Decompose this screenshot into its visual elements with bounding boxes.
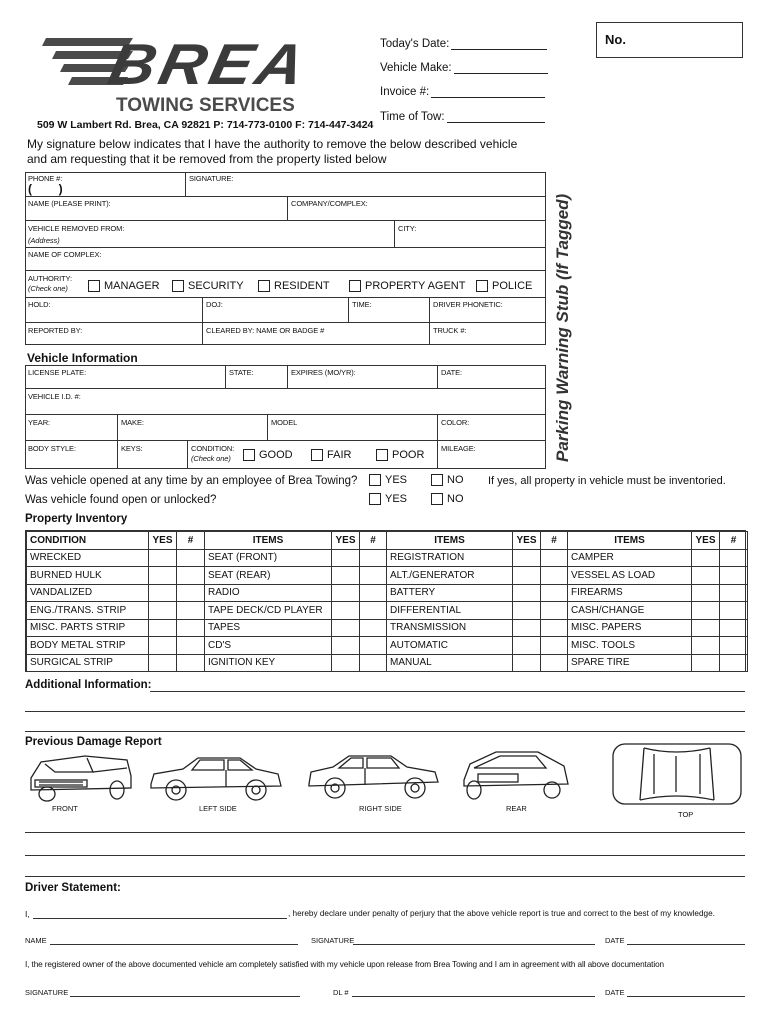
input-cell[interactable] bbox=[149, 602, 177, 620]
option-label: MANAGER bbox=[104, 280, 160, 292]
item-cell: CD'S bbox=[205, 637, 332, 655]
input-cell[interactable] bbox=[177, 637, 205, 655]
input-cell[interactable] bbox=[720, 602, 748, 620]
item-cell: TAPES bbox=[205, 619, 332, 637]
item-cell: AUTOMATIC bbox=[387, 637, 513, 655]
left-side-label: LEFT SIDE bbox=[199, 804, 237, 813]
logo bbox=[38, 30, 338, 100]
input-cell[interactable] bbox=[513, 584, 541, 602]
doj-label: DOJ: bbox=[206, 300, 223, 309]
invoice-field[interactable] bbox=[380, 86, 545, 98]
additional-line-2[interactable] bbox=[25, 711, 745, 712]
header-cell: YES bbox=[513, 532, 541, 550]
input-cell[interactable] bbox=[332, 567, 360, 585]
cleared-by-label: CLEARED BY: NAME OR BADGE # bbox=[206, 326, 325, 335]
owner-date-line[interactable] bbox=[627, 996, 745, 997]
item-cell: ENG./TRANS. STRIP bbox=[27, 602, 149, 620]
option-label: PROPERTY AGENT bbox=[365, 280, 466, 292]
driver-i-label: I, bbox=[25, 909, 30, 919]
item-cell: DIFFERENTIAL bbox=[387, 602, 513, 620]
checkbox[interactable] bbox=[258, 280, 270, 292]
signature-line[interactable] bbox=[353, 944, 595, 945]
header-cell: # bbox=[177, 532, 205, 550]
input-cell[interactable] bbox=[541, 549, 568, 567]
input-cell[interactable] bbox=[177, 584, 205, 602]
inventory-title: Property Inventory bbox=[25, 513, 128, 525]
authority-property-agent-option[interactable] bbox=[349, 280, 465, 292]
driver-name-declare-line[interactable] bbox=[33, 918, 287, 919]
input-cell[interactable] bbox=[332, 602, 360, 620]
checkbox[interactable] bbox=[476, 280, 488, 292]
todays-date-line[interactable] bbox=[451, 38, 547, 50]
item-cell: TAPE DECK/CD PLAYER bbox=[205, 602, 332, 620]
input-cell[interactable] bbox=[149, 584, 177, 602]
vin-label: VEHICLE I.D. #: bbox=[28, 392, 81, 401]
time-of-tow-label: Time of Tow: bbox=[380, 111, 445, 123]
top-label: TOP bbox=[678, 810, 694, 819]
input-cell[interactable] bbox=[692, 654, 720, 672]
header-cell: # bbox=[720, 532, 748, 550]
option-label: FAIR bbox=[327, 449, 352, 461]
checkbox[interactable] bbox=[349, 280, 361, 292]
right-side-label: RIGHT SIDE bbox=[359, 804, 402, 813]
input-cell[interactable] bbox=[177, 619, 205, 637]
table-row bbox=[27, 602, 748, 620]
item-cell: SPARE TIRE bbox=[568, 654, 692, 672]
input-cell[interactable] bbox=[177, 567, 205, 585]
input-cell[interactable] bbox=[720, 654, 748, 672]
car-left-side-diagram[interactable] bbox=[148, 754, 283, 804]
input-cell[interactable] bbox=[360, 602, 387, 620]
condition-label: CONDITION: bbox=[191, 444, 235, 453]
item-cell: TRANSMISSION bbox=[387, 619, 513, 637]
invoice-label: Invoice #: bbox=[380, 86, 430, 98]
option-label: POLICE bbox=[492, 280, 533, 292]
option-label: NO bbox=[447, 474, 464, 486]
checkbox[interactable] bbox=[369, 493, 381, 505]
input-cell[interactable] bbox=[692, 584, 720, 602]
logo-subtitle: TOWING SERVICES bbox=[116, 95, 295, 116]
authority-statement bbox=[27, 137, 517, 167]
additional-line-1[interactable] bbox=[150, 691, 745, 692]
item-cell: CASH/CHANGE bbox=[568, 602, 692, 620]
input-cell[interactable] bbox=[149, 619, 177, 637]
owner-signature-label: SIGNATURE bbox=[25, 988, 69, 997]
checkbox[interactable] bbox=[243, 449, 255, 461]
input-cell[interactable] bbox=[360, 619, 387, 637]
input-cell[interactable] bbox=[332, 549, 360, 567]
time-of-tow-field[interactable] bbox=[380, 111, 545, 123]
opened-yes-option[interactable] bbox=[369, 474, 407, 486]
make-label: MAKE: bbox=[121, 418, 144, 427]
table-row bbox=[27, 637, 748, 655]
checkbox[interactable] bbox=[376, 449, 388, 461]
input-cell[interactable] bbox=[177, 602, 205, 620]
check-one-note: (Check one) bbox=[28, 284, 68, 293]
input-cell[interactable] bbox=[149, 654, 177, 672]
item-cell: FIREARMS bbox=[568, 584, 692, 602]
option-label: YES bbox=[385, 493, 408, 505]
input-cell[interactable] bbox=[720, 637, 748, 655]
owner-date-label: DATE bbox=[605, 988, 625, 997]
item-cell: MISC. PARTS STRIP bbox=[27, 619, 149, 637]
item-cell: REGISTRATION bbox=[387, 549, 513, 567]
condition-note: (Check one) bbox=[191, 454, 231, 463]
item-cell: RADIO bbox=[205, 584, 332, 602]
input-cell[interactable] bbox=[513, 637, 541, 655]
damage-line-3[interactable] bbox=[25, 876, 745, 877]
reported-by-label: REPORTED BY: bbox=[28, 326, 83, 335]
question-opened: Was vehicle opened at any time by an employee of Brea Towing? bbox=[25, 475, 358, 487]
input-cell[interactable] bbox=[332, 584, 360, 602]
table-row bbox=[27, 584, 748, 602]
input-cell[interactable] bbox=[692, 619, 720, 637]
option-label: POOR bbox=[392, 449, 425, 461]
input-cell[interactable] bbox=[360, 584, 387, 602]
input-cell[interactable] bbox=[541, 584, 568, 602]
unlocked-no-option[interactable] bbox=[431, 493, 464, 505]
car-rear-diagram[interactable] bbox=[460, 746, 572, 804]
input-cell[interactable] bbox=[149, 637, 177, 655]
item-cell: IGNITION KEY bbox=[205, 654, 332, 672]
input-cell[interactable] bbox=[692, 549, 720, 567]
damage-report-title: Previous Damage Report bbox=[25, 736, 162, 748]
item-cell: CAMPER bbox=[568, 549, 692, 567]
vehicle-make-field[interactable] bbox=[380, 62, 548, 74]
inventory-table bbox=[25, 530, 746, 672]
input-cell[interactable] bbox=[541, 637, 568, 655]
input-cell[interactable] bbox=[513, 567, 541, 585]
option-label: GOOD bbox=[259, 449, 293, 461]
invoice-line[interactable] bbox=[431, 86, 545, 98]
input-cell[interactable] bbox=[692, 602, 720, 620]
input-cell[interactable] bbox=[177, 549, 205, 567]
request-form bbox=[25, 172, 546, 345]
signature-label: SIGNATURE: bbox=[189, 174, 234, 183]
damage-line-2[interactable] bbox=[25, 855, 745, 856]
company-label: COMPANY/COMPLEX: bbox=[291, 199, 368, 208]
checkbox[interactable] bbox=[172, 280, 184, 292]
car-right-side-diagram[interactable] bbox=[305, 752, 442, 802]
input-cell[interactable] bbox=[513, 619, 541, 637]
state-label: STATE: bbox=[229, 368, 254, 377]
input-cell[interactable] bbox=[177, 654, 205, 672]
input-cell[interactable] bbox=[360, 549, 387, 567]
authority-line-2: and am requesting that it be removed from the property listed below bbox=[27, 152, 387, 166]
condition-good-option[interactable] bbox=[243, 449, 293, 461]
signature-label-bottom: SIGNATURE bbox=[311, 936, 355, 945]
table-row bbox=[27, 619, 748, 637]
table-row bbox=[27, 549, 748, 567]
date-line[interactable] bbox=[627, 944, 745, 945]
authority-line-1: My signature below indicates that I have the authority to remove the below described vehicle bbox=[27, 137, 518, 151]
checkbox[interactable] bbox=[431, 493, 443, 505]
input-cell[interactable] bbox=[360, 637, 387, 655]
phone-label: PHONE #: bbox=[28, 174, 63, 183]
owner-signature-line[interactable] bbox=[70, 996, 300, 997]
header-cell: # bbox=[360, 532, 387, 550]
input-cell[interactable] bbox=[360, 567, 387, 585]
question-unlocked: Was vehicle found open or unlocked? bbox=[25, 494, 217, 506]
input-cell[interactable] bbox=[720, 584, 748, 602]
input-cell[interactable] bbox=[513, 549, 541, 567]
opened-no-option[interactable] bbox=[431, 474, 464, 486]
name-label-bottom: NAME bbox=[25, 936, 47, 945]
input-cell[interactable] bbox=[332, 637, 360, 655]
dl-line[interactable] bbox=[352, 996, 595, 997]
number-label: No. bbox=[605, 32, 626, 47]
input-cell[interactable] bbox=[720, 567, 748, 585]
checkbox[interactable] bbox=[311, 449, 323, 461]
item-cell: BATTERY bbox=[387, 584, 513, 602]
item-cell: SURGICAL STRIP bbox=[27, 654, 149, 672]
input-cell[interactable] bbox=[541, 567, 568, 585]
input-cell[interactable] bbox=[720, 549, 748, 567]
item-cell: MANUAL bbox=[387, 654, 513, 672]
authority-police-option[interactable] bbox=[476, 280, 532, 292]
body-style-label: BODY STYLE: bbox=[28, 444, 76, 453]
checkbox[interactable] bbox=[369, 474, 381, 486]
header-cell: ITEMS bbox=[387, 532, 513, 550]
input-cell[interactable] bbox=[541, 602, 568, 620]
table-row bbox=[27, 567, 748, 585]
logo-word: BREA bbox=[103, 31, 315, 97]
item-cell: WRECKED bbox=[27, 549, 149, 567]
rear-label: REAR bbox=[506, 804, 527, 813]
keys-label: KEYS: bbox=[121, 444, 143, 453]
owner-statement: I, the registered owner of the above documented vehicle am completely satisfied with my vehicle upon release from Brea Towing and I am in agreement with all above documentation bbox=[25, 960, 664, 969]
authority-resident-option[interactable] bbox=[258, 280, 330, 292]
item-cell: SEAT (FRONT) bbox=[205, 549, 332, 567]
additional-info-title: Additional Information: bbox=[25, 679, 152, 691]
input-cell[interactable] bbox=[513, 654, 541, 672]
parking-warning-stub: Parking Warning Stub (If Tagged) bbox=[553, 193, 572, 462]
inventory-note: If yes, all property in vehicle must be inventoried. bbox=[488, 475, 726, 487]
header-cell: # bbox=[541, 532, 568, 550]
vehicle-info-title: Vehicle Information bbox=[27, 351, 138, 365]
todays-date-field[interactable] bbox=[380, 38, 547, 50]
condition-fair-option[interactable] bbox=[311, 449, 351, 461]
mileage-label: MILEAGE: bbox=[441, 444, 476, 453]
authority-security-option[interactable] bbox=[172, 280, 244, 292]
item-cell: SEAT (REAR) bbox=[205, 567, 332, 585]
input-cell[interactable] bbox=[149, 567, 177, 585]
item-cell: BURNED HULK bbox=[27, 567, 149, 585]
input-cell[interactable] bbox=[720, 619, 748, 637]
name-label: NAME (PLEASE PRINT): bbox=[28, 199, 111, 208]
city-label: CITY: bbox=[398, 224, 417, 233]
item-cell: MISC. TOOLS bbox=[568, 637, 692, 655]
car-front-diagram[interactable] bbox=[27, 750, 135, 805]
date-label: DATE: bbox=[441, 368, 463, 377]
color-label: COLOR: bbox=[441, 418, 470, 427]
input-cell[interactable] bbox=[692, 567, 720, 585]
number-box bbox=[596, 22, 743, 58]
vehicle-make-label: Vehicle Make: bbox=[380, 62, 452, 74]
model-label: MODEL bbox=[271, 418, 298, 427]
item-cell: BODY METAL STRIP bbox=[27, 637, 149, 655]
year-label: YEAR: bbox=[28, 418, 51, 427]
item-cell: MISC. PAPERS bbox=[568, 619, 692, 637]
truck-label: TRUCK #: bbox=[433, 326, 467, 335]
additional-line-3[interactable] bbox=[25, 731, 745, 732]
option-label: SECURITY bbox=[188, 280, 244, 292]
header-cell: ITEMS bbox=[568, 532, 692, 550]
input-cell[interactable] bbox=[360, 654, 387, 672]
option-label: RESIDENT bbox=[274, 280, 330, 292]
authority-label: AUTHORITY: bbox=[28, 274, 73, 283]
name-line[interactable] bbox=[50, 944, 298, 945]
driver-statement-title: Driver Statement: bbox=[25, 882, 121, 894]
complex-name-label: NAME OF COMPLEX: bbox=[28, 250, 102, 259]
input-cell[interactable] bbox=[692, 637, 720, 655]
condition-poor-option[interactable] bbox=[376, 449, 424, 461]
company-address: 509 W Lambert Rd. Brea, CA 92821 P: 714-773-0100 F: 714-447-3424 bbox=[37, 119, 374, 131]
input-cell[interactable] bbox=[332, 654, 360, 672]
removed-from-label: VEHICLE REMOVED FROM: bbox=[28, 224, 125, 233]
vehicle-make-line[interactable] bbox=[454, 62, 548, 74]
item-cell: VESSEL AS LOAD bbox=[568, 567, 692, 585]
dl-label: DL # bbox=[333, 988, 349, 997]
inventory-header-row bbox=[27, 532, 748, 550]
input-cell[interactable] bbox=[541, 619, 568, 637]
driver-declaration: , hereby declare under penalty of perjury that the above vehicle report is true and correct to the best of my knowledge. bbox=[288, 909, 715, 918]
car-top-diagram[interactable] bbox=[610, 740, 745, 808]
checkbox[interactable] bbox=[431, 474, 443, 486]
header-cell: YES bbox=[149, 532, 177, 550]
hold-label: HOLD: bbox=[28, 300, 51, 309]
item-cell: VANDALIZED bbox=[27, 584, 149, 602]
header-cell: CONDITION bbox=[27, 532, 149, 550]
input-cell[interactable] bbox=[541, 654, 568, 672]
expires-label: EXPIRES (MO/YR): bbox=[291, 368, 356, 377]
time-label: TIME: bbox=[352, 300, 372, 309]
input-cell[interactable] bbox=[149, 549, 177, 567]
license-plate-label: LICENSE PLATE: bbox=[28, 368, 87, 377]
phone-input[interactable]: ( ) bbox=[28, 182, 63, 196]
address-note: (Address) bbox=[28, 236, 60, 245]
option-label: YES bbox=[385, 474, 408, 486]
front-label: FRONT bbox=[52, 804, 78, 813]
header-cell: YES bbox=[692, 532, 720, 550]
item-cell: ALT./GENERATOR bbox=[387, 567, 513, 585]
driver-phonetic-label: DRIVER PHONETIC: bbox=[433, 300, 503, 309]
unlocked-yes-option[interactable] bbox=[369, 493, 407, 505]
authority-manager-option[interactable] bbox=[88, 280, 160, 292]
input-cell[interactable] bbox=[513, 602, 541, 620]
header-cell: ITEMS bbox=[205, 532, 332, 550]
todays-date-label: Today's Date: bbox=[380, 38, 450, 50]
header-cell: YES bbox=[332, 532, 360, 550]
input-cell[interactable] bbox=[332, 619, 360, 637]
time-of-tow-line[interactable] bbox=[447, 111, 545, 123]
date-label-bottom: DATE bbox=[605, 936, 625, 945]
table-row bbox=[27, 654, 748, 672]
option-label: NO bbox=[447, 493, 464, 505]
checkbox[interactable] bbox=[88, 280, 100, 292]
damage-line-1[interactable] bbox=[25, 832, 745, 833]
